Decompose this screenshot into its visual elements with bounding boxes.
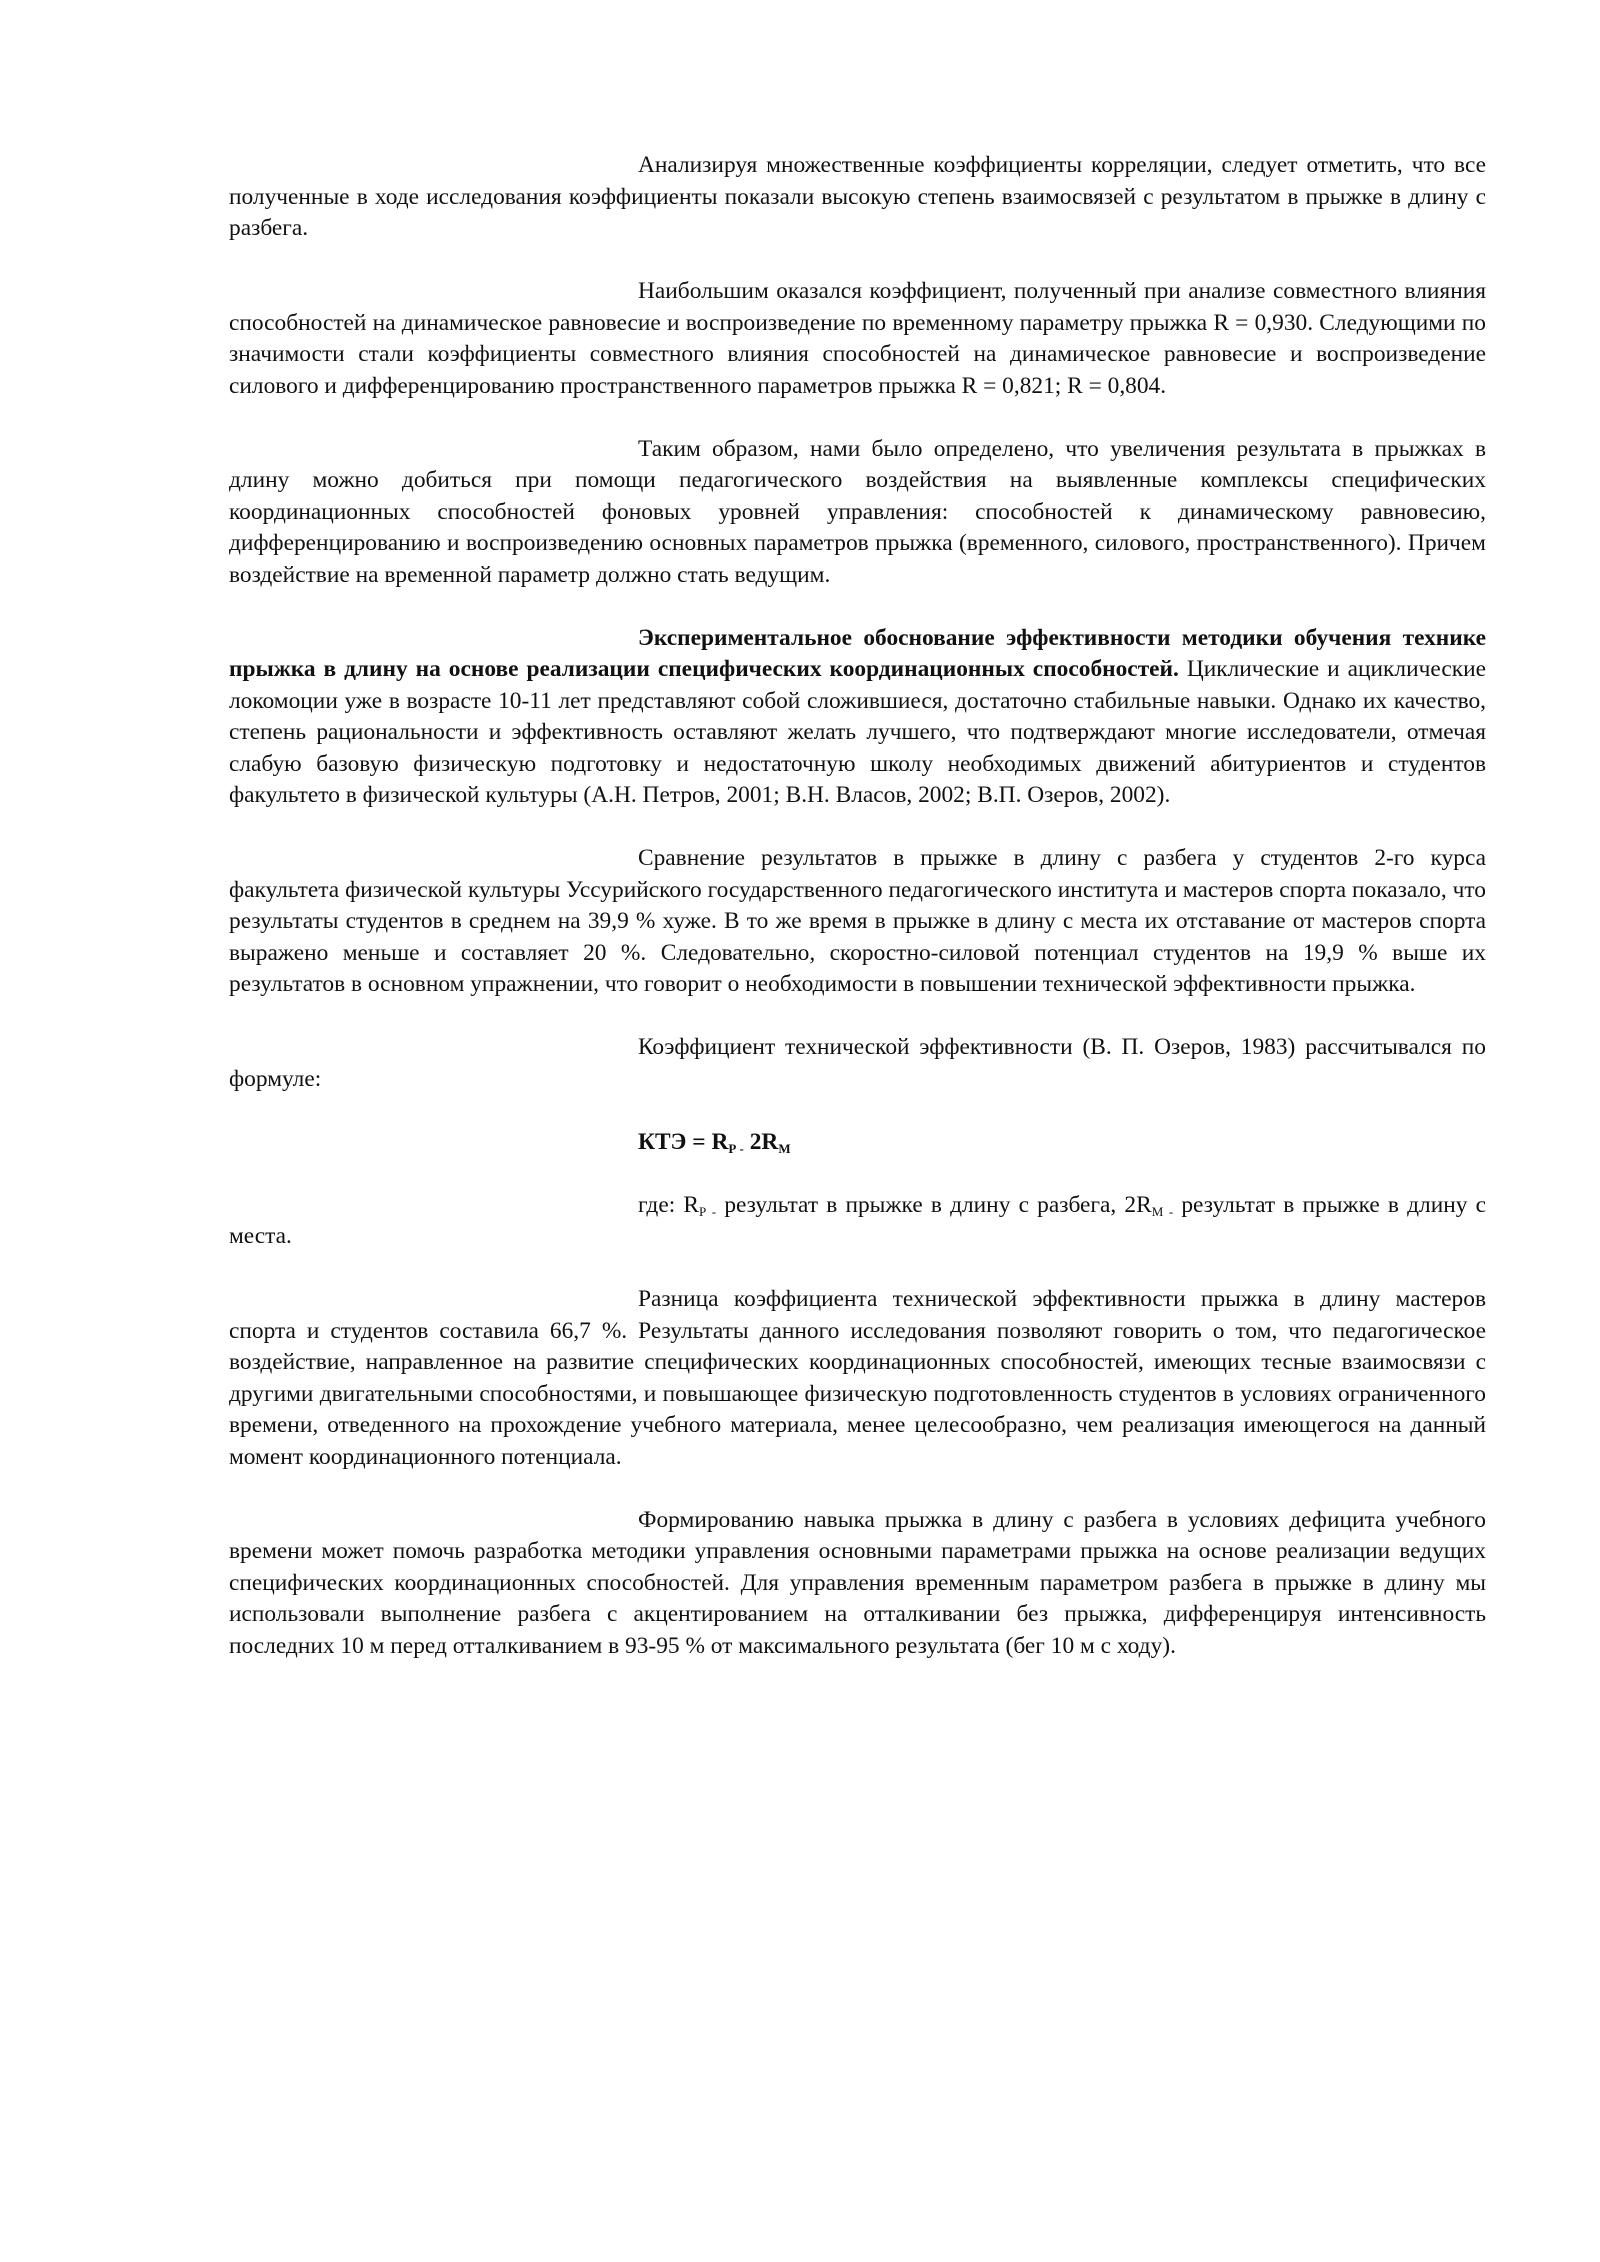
paragraph-conclusion: Таким образом, нами было определено, что увеличения результата в прыжках в длину можно добиться при помощи педагогического воздействия на выявленные комплексы специфических координационных способностей фоновых уровней управления: способностей к динамическому равновесию, дифференцированию и воспроизведению основных параметров прыжка (временного, силового, пространственного). Причем воздействие на временной параметр должно стать ведущим. <box>229 435 1486 588</box>
paragraph-formula-legend <box>229 1190 1486 1253</box>
paragraph-correlation: Анализируя множественные коэффициенты корреляции, следует отметить, что все полученные в ходе исследования коэффициенты показали высокую степень взаимосвязей с результатом в прыжке в длину с разбега. <box>229 152 1486 241</box>
document-page <box>229 150 1486 1694</box>
formula-mid: 2R <box>743 1128 779 1155</box>
paragraph-coefficient-intro: Коэффициент технической эффективности (В. П. Озеров, 1983) рассчитывался по формуле: <box>229 1034 1486 1092</box>
legend-part-b: результат в прыжке в длину с разбега, 2R <box>716 1191 1152 1218</box>
paragraph-method: Формированию навыка прыжка в длину с разбега в условиях дефицита учебного времени может помочь разработка методики управления основными параметрами прыжка на основе реализации ведущих специфических координационных способностей. Для управления временным параметром разбега в прыжке в длину мы использовали выполнение разбега с акцентированием на отталкивании без прыжка, дифференцируя интенсивность последних 10 м перед отталкиванием в 93-95 % от максимального результата (бег 10 м с ходу). <box>229 1506 1486 1659</box>
paragraph-largest-coefficient: Наибольшим оказался коэффициент, полученный при анализе совместного влияния способностей на динамическое равновесие и воспроизведение по временному параметру прыжка R = 0,930. Следующими по значимости стали коэффициенты совместного влияния способностей на динамическое равновесие и воспроизведение силового и дифференцированию пространственного параметров прыжка R = 0,821; R = 0,804. <box>229 278 1486 399</box>
legend-part-c: результат в прыжке в длину с места. <box>229 1191 1486 1249</box>
paragraph-comparison: Сравнение результатов в прыжке в длину с разбега у студентов 2-го курса факультета физической культуры Уссурийского государственного педагогического института и мастеров спорта показало, что результаты студентов в среднем на 39,9 % хуже. В то же время в прыжке в длину с места их отставание от мастеров спорта выражено меньше и составляет 20 %. Следовательно, скоростно-силовой потенциал студентов на 19,9 % выше их результатов в основном упражнении, что говорит о необходимости в повышении технической эффективности прыжка. <box>229 845 1486 997</box>
formula-subscript-p: Р - <box>728 1140 744 1156</box>
formula-left: КТЭ = R <box>638 1128 729 1155</box>
paragraph-experimental-rationale <box>229 623 1486 812</box>
paragraph-difference: Разница коэффициента технической эффективности прыжка в длину мастеров спорта и студентов составила 66,7 %. Результаты данного исследования позволяют говорить о том, что педагогическое воздействие, направленное на развитие специфических координационных способностей, имеющих тесные взаимосвязи с другими двигательными способностями, и повышающее физическую подготовленность студентов в условиях ограниченного времени, отведенного на прохождение учебного материала, менее целесообразно, чем реализация имеющегося на данный момент координационного потенциала. <box>229 1286 1486 1470</box>
formula <box>229 1127 1486 1159</box>
legend-subscript-p: Р - <box>699 1203 717 1219</box>
formula-subscript-m: М <box>778 1140 791 1156</box>
legend-subscript-m: М - <box>1151 1203 1174 1219</box>
paragraph-body: Циклические и ациклические локомоции уже в возрасте 10-11 лет представляют собой сложившиеся, достаточно стабильные навыки. Однако их качество, степень рациональности и эффективность оставляют желать лучшего, что подтверждают многие исследователи, отмечая слабую базовую физическую подготовку и недостаточную школу необходимых движений абитуриентов и студентов факультето в физической культуры (А.Н. Петров, 2001; В.Н. Власов, 2002; В.П. Озеров, 2002). <box>229 656 1486 808</box>
legend-part-a: где: R <box>638 1191 699 1218</box>
section-heading: Экспериментальное обоснование эффективности методики обучения технике прыжка в длину на основе реализации специфических координационных способностей. <box>229 624 1486 682</box>
